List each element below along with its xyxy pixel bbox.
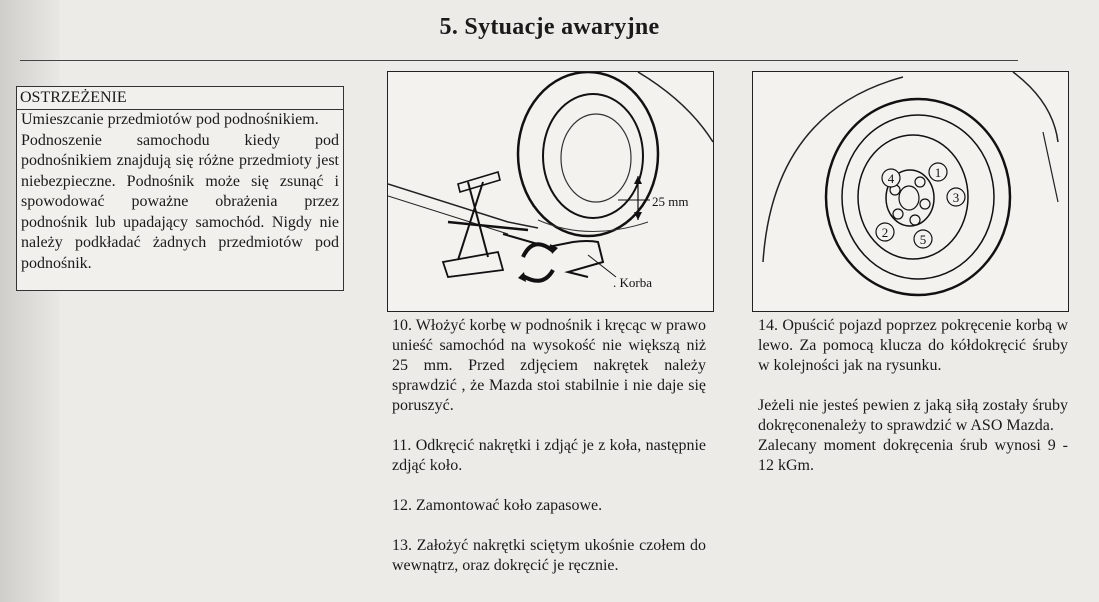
- nut-number-2: 2: [881, 225, 889, 240]
- step-11: 11. Odkręcić nakrętki i zdjąć je z koła, następnie zdjąć koło.: [392, 437, 706, 474]
- steps-column-right: [758, 316, 1068, 476]
- tire-outer: [518, 72, 658, 236]
- rotation-arrow-top: [523, 244, 553, 257]
- note-torque-check: Jeżeli nie jesteś pewien z jaką siłą zostały śruby dokręconenależy to sprawdzić w ASO Mazda.: [758, 397, 1068, 434]
- step-13: 13. Założyć nakrętki sciętym ukośnie czołem do wewnątrz, oraz dokręcić je ręcznie.: [392, 537, 706, 574]
- page-title: 5. Sytuacje awaryjne: [439, 14, 660, 40]
- step-12: 12. Zamontować koło zapasowe.: [392, 497, 603, 514]
- wheel-tire: [826, 99, 1010, 295]
- warning-box: [16, 86, 344, 291]
- body-line: [1043, 132, 1058, 202]
- jack-base: [443, 252, 503, 277]
- step-14: 14. Opuścić pojazd poprzez pokręcenie korbą w lewo. Za pomocą klucza do kółdokręcić śruby w kolejności jak na rysunku.: [758, 317, 1068, 374]
- jack-illustration: [387, 71, 714, 312]
- step-10: 10. Włożyć korbę w podnośnik i kręcąc w prawo unieść samochód na wysokość nie większą niż 25 mm. Przed zdjęciem nakrętek należy sprawdzić , że Mazda stoi stabilnie i nie daje się poruszyć.: [392, 317, 706, 414]
- jack-drawing: [388, 72, 713, 311]
- car-sill-line-lower: [388, 196, 508, 234]
- nut-number-4: 4: [887, 171, 895, 186]
- jack-head: [458, 172, 500, 192]
- steps-column-middle: [392, 316, 706, 596]
- wheel-illustration: [752, 71, 1069, 312]
- nut-number-5: 5: [919, 232, 927, 247]
- warning-body: [17, 110, 343, 274]
- crank-label: . Korba: [613, 275, 652, 290]
- jack-arms: [458, 182, 488, 260]
- warning-line-2: Podnoszenie samochodu kiedy pod podnośnikiem znajdują się różne przedmioty jest niebezpieczne. Podnośnik może się zsunąć i spowodować poważne obrażenia przez podnośnik lub upadający samochód. Nigdy nie należy podkładać żadnych przedmiotów pod podnośnik.: [21, 131, 339, 272]
- wheel-drawing: [753, 72, 1068, 311]
- fender-top: [1013, 72, 1058, 142]
- measure-label: 25 mm: [652, 194, 689, 209]
- warning-line-1: Umieszcanie przedmiotów pod podnośnikiem.: [21, 111, 319, 128]
- note-torque-value: Zalecany moment dokręcenia śrub wynosi 9 - 12 kGm.: [758, 437, 1068, 474]
- warning-heading: OSTRZEŻENIE: [17, 87, 343, 110]
- rotation-arrow-bottom: [523, 270, 553, 281]
- title-divider: [20, 60, 1018, 61]
- rotation-arrowhead-bottom: [518, 272, 526, 282]
- nut-number-3: 3: [952, 190, 960, 205]
- nut-number-1: 1: [934, 165, 942, 180]
